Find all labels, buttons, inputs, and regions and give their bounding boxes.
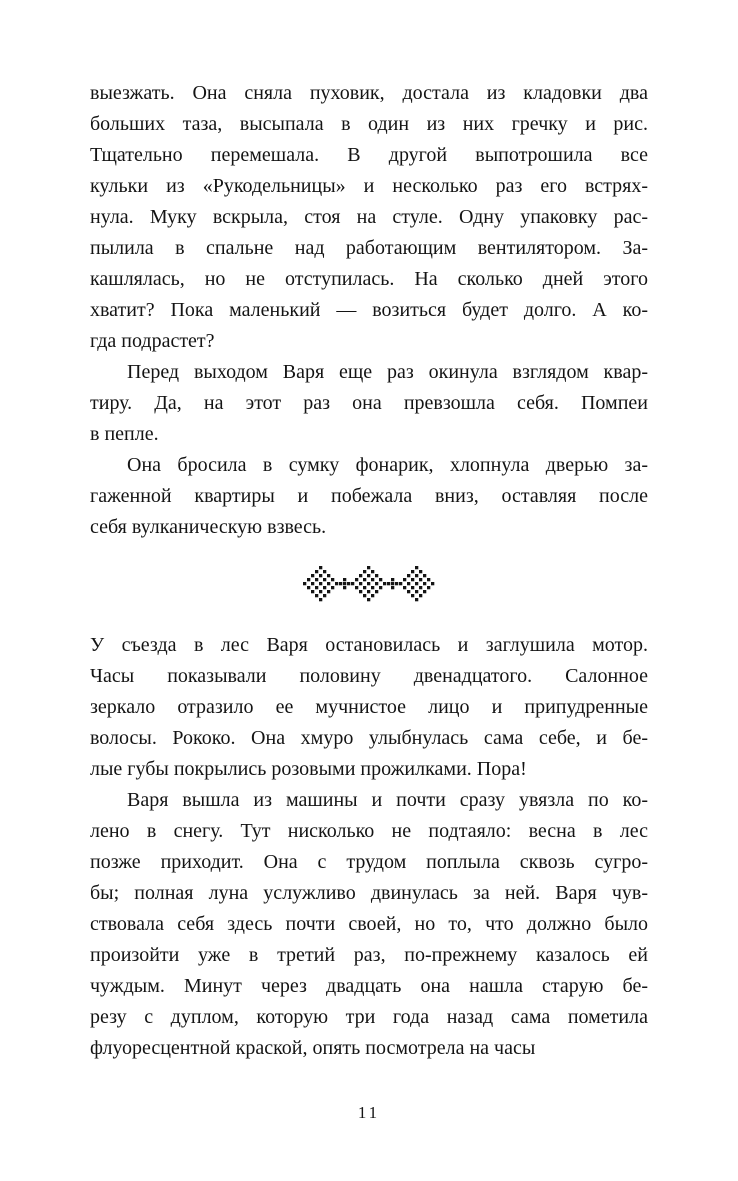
- text-line: лые губы покрылись розовыми прожилками. Пора!: [90, 758, 527, 780]
- text-line: гаженной квартиры и побежала вниз, оставляя после: [90, 485, 648, 507]
- text-line: чуждым. Минут через двадцать она нашла старую бе-: [90, 975, 648, 997]
- text-line: У съезда в лес Варя остановилась и заглушила мотор.: [90, 634, 648, 656]
- paragraph: [90, 357, 648, 450]
- text-line: ствовала себя здесь почти своей, но то, что должно было: [90, 913, 648, 935]
- text-line: зеркало отразило ее мучнистое лицо и припудренные: [90, 696, 648, 718]
- paragraph: [90, 78, 648, 357]
- text-line: Перед выходом Варя еще раз окинула взглядом квар-: [127, 361, 648, 383]
- text-line: больших таза, высыпала в один из них гречку и рис.: [90, 113, 648, 135]
- page-number: 11: [357, 1103, 381, 1122]
- text-line: Часы показывали половину двенадцатого. Салонное: [90, 665, 648, 687]
- text-line: кашлялась, но не отступилась. На сколько дней этого: [90, 268, 648, 290]
- text-line: хватит? Пока маленький — возиться будет долго. А ко-: [90, 299, 648, 321]
- text-line: Она бросила в сумку фонарик, хлопнула дверью за-: [127, 454, 648, 476]
- text-line: гда подрастет?: [90, 330, 215, 352]
- paragraph: [90, 630, 648, 785]
- paragraph: [90, 785, 648, 1064]
- text-line: резу с дуплом, которую три года назад сама пометила: [90, 1006, 648, 1028]
- text-line: произойти уже в третий раз, по-прежнему казалось ей: [90, 944, 648, 966]
- text-line: в пепле.: [90, 423, 159, 445]
- text-line: нула. Муку вскрыла, стоя на стуле. Одну упаковку рас-: [90, 206, 648, 228]
- text-line: пылила в спальне над работающим вентилятором. За-: [90, 237, 648, 259]
- text-line: себя вулканическую взвесь.: [90, 516, 327, 538]
- cross-stitch-ornament-icon: [303, 566, 435, 602]
- page-text: [90, 78, 648, 1064]
- section-divider: [90, 566, 648, 602]
- text-line: Варя вышла из машины и почти сразу увязла по ко-: [127, 789, 648, 811]
- text-line: Тщательно перемешала. В другой выпотрошила все: [90, 144, 648, 166]
- text-line: бы; полная луна услужливо двинулась за ней. Варя чув-: [90, 882, 648, 904]
- paragraph: [90, 450, 648, 543]
- text-line: флуоресцентной краской, опять посмотрела на часы: [90, 1037, 536, 1059]
- text-line: кульки из «Рукодельницы» и несколько раз его встрях-: [90, 175, 648, 197]
- text-line: волосы. Рококо. Она хмуро улыбнулась сама себе, и бе-: [90, 727, 648, 749]
- text-line: выезжать. Она сняла пуховик, достала из кладовки два: [90, 82, 648, 104]
- text-line: лено в снегу. Тут нисколько не подтаяло: весна в лес: [90, 820, 648, 842]
- text-line: тиру. Да, на этот раз она превзошла себя. Помпеи: [90, 392, 648, 414]
- text-line: позже приходит. Она с трудом поплыла сквозь сугро-: [90, 851, 648, 873]
